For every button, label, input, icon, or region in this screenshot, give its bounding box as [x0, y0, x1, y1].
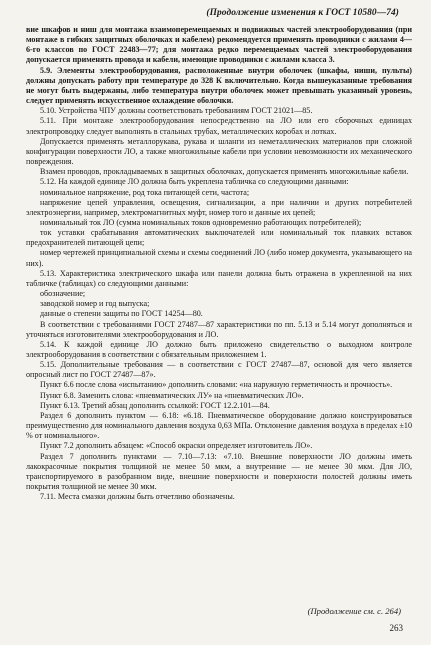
continuation-note: (Продолжение см. с. 264)	[307, 606, 401, 616]
paragraph: Пункт 7.2 дополнить абзацем: «Способ окраски определяет изготовитель ЛО».	[40, 441, 313, 451]
paragraph: 7.11. Места смазки должны быть отчетливо обозначены.	[40, 492, 235, 502]
paragraph: номер чертежей принципиальной схемы и схемы соединений ЛО (либо номер документа, указывающего на них).	[26, 248, 412, 268]
paragraph: В соответствии с требованиями ГОСТ 27487—87 характеристики по пп. 5.13 и 5.14 могут дополняться и уточняться изготовителями электрооборудования и ЛО.	[26, 319, 412, 339]
paragraph: 5.14. К каждой единице ЛО должно быть приложено свидетельство о выходном контроле электрооборудования в соответствии с обязательным приложением 1.	[26, 339, 412, 359]
paragraph: Пункт 6.13. Третий абзац дополнить ссылкой: ГОСТ 12.2.101—84.	[40, 400, 270, 410]
paragraph: напряжение цепей управления, освещения, сигнализации, а при наличии и других потребителей электроэнергии, например, электромагнитных муфт, номер того и данные их цепей;	[26, 197, 412, 217]
page-number: 263	[389, 623, 403, 633]
paragraph: Пункт 6.8. Заменить слова: «пневматических ЛУ» на «пневматических ЛО».	[40, 390, 304, 400]
paragraph: данные о степени защиты по ГОСТ 14254—80.	[40, 309, 203, 319]
paragraph: Раздел 7 дополнить пунктами — 7.10—7.13: «7.10. Внешние поверхности ЛО должны иметь лакокрасочные покрытия толщиной не менее 50 мкм, а внутренние — не менее 30 мкм. Для ЛО, транспортируемого в разобранном виде, внешние поверхности и поверхности полостей должны иметь покрытия толщиной не менее 30 мкм.	[26, 451, 412, 492]
paragraph: обозначение;	[40, 289, 86, 299]
paragraph: заводской номер и год выпуска;	[40, 299, 150, 309]
paragraph: 5.11. При монтаже электрооборудования непосредственно на ЛО или его сборочных единицах электропроводку следует выполнять в стальных трубах, металлических коробах и лотках.	[26, 116, 412, 136]
paragraph: 5.10. Устройства ЧПУ должны соответствовать требованиям ГОСТ 21021—85.	[40, 106, 313, 116]
paragraph: Пункт 6.6 после слова «испытанию» дополнить словами: «на наружную герметичность и прочность».	[40, 380, 393, 390]
paragraph: 5.13. Характеристика электрического шкафа или панели должна быть отражена в укрепленной на них табличке (таблицах) со следующими данными:	[26, 268, 412, 288]
paragraph: 5.12. На каждой единице ЛО должна быть укреплена табличка со следующими данными:	[40, 177, 349, 187]
paragraph: ток уставки срабатывания автоматических выключателей или номинальный ток плавких вставок предохранителей питающей цепи;	[26, 228, 412, 248]
paragraph: вие шкафов и ниш для монтажа взаимоперемещаемых и подвижных частей электрооборудования (при монтаже в гибких защитных оболочках и кабелем) рекомендуется применять проводники с жилами 4—6-го классов по ГОСТ 22483—77; для монтажа редко перемещаемых частей электрооборудования допускается применять провода и кабели, имеющие проводники с жилами класса 3.	[26, 25, 412, 65]
body-text	[26, 25, 412, 502]
page-header: (Продолжение изменения к ГОСТ 10580—74)	[206, 8, 399, 18]
paragraph: 5.9. Элементы электрооборудования, расположенные внутри оболочек (шкафы, ниши, пульты) должны допускать работу при температуре до 328 К включительно. Когда вышеуказанные требования не могут быть выдержаны, либо температура внутри оболочек может превышать указанный уровень, следует применять искусственное охлаждение оболочки.	[26, 65, 412, 106]
paragraph: Допускается применять металлорукава, рукава и шланги из неметаллических материалов при сложной конфигурации поверхности ЛО, а также многожильные кабели при условии невозможности их механического повреждения.	[26, 136, 412, 167]
paragraph: 5.15. Дополнительные требования — в соответствии с ГОСТ 27487—87, основой для чего является опросный лист по ГОСТ 27487—87».	[26, 360, 412, 380]
paragraph: Раздел 6 дополнить пунктом — 6.18: «6.18. Пневматическое оборудование должно конструироваться преимущественно для номинального давления воздуха 0,63 МПа. Отклонение давления воздуха в пределах ±10 % от номинального».	[26, 410, 412, 441]
paragraph: Взамен проводов, прокладываемых в защитных оболочках, допускается применять многожильные кабели.	[40, 167, 409, 177]
paragraph: номинальный ток ЛО (сумма номинальных токов одновременно работающих потребителей);	[40, 217, 362, 227]
paragraph: номинальное напряжение, род тока питающей сети, частота;	[40, 187, 250, 197]
